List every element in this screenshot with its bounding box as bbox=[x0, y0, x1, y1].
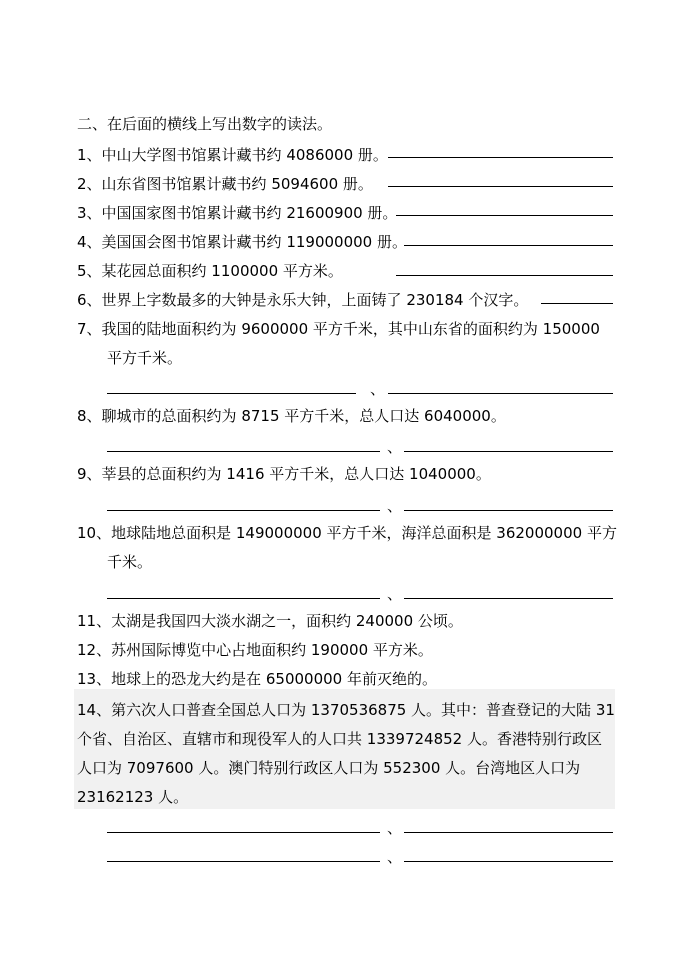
question-13: 13、地球上的恐龙大约是在 65000000 年前灭绝的。 bbox=[77, 670, 437, 688]
question-3: 3、中国国家图书馆累计藏书约 21600900 册。 bbox=[77, 204, 398, 222]
answer-line-7a[interactable] bbox=[107, 393, 356, 394]
answer-line-8a[interactable] bbox=[107, 451, 380, 452]
answer-line-4[interactable] bbox=[404, 245, 613, 246]
answer-line-9a[interactable] bbox=[107, 510, 380, 511]
answer-line-14b[interactable] bbox=[404, 832, 613, 833]
answer-line-1[interactable] bbox=[388, 157, 613, 158]
answer-line-14c[interactable] bbox=[107, 861, 380, 862]
answer-separator: 、 bbox=[387, 819, 403, 837]
section-title: 二、在后面的横线上写出数字的读法。 bbox=[77, 115, 333, 133]
question-1: 1、中山大学图书馆累计藏书约 4086000 册。 bbox=[77, 146, 388, 164]
question-11: 11、太湖是我国四大淡水湖之一，面积约 240000 公顷。 bbox=[77, 612, 463, 630]
answer-separator: 、 bbox=[370, 380, 386, 398]
question-10-line-1: 10、地球陆地总面积是 149000000 平方千米，海洋总面积是 362000000 平方 bbox=[77, 524, 617, 542]
question-4: 4、美国国会图书馆累计藏书约 119000000 册。 bbox=[77, 233, 407, 251]
answer-line-10a[interactable] bbox=[107, 598, 380, 599]
answer-line-5[interactable] bbox=[396, 275, 613, 276]
question-12: 12、苏州国际博览中心占地面积约 190000 平方米。 bbox=[77, 641, 433, 659]
question-5: 5、某花园总面积约 1100000 平方米。 bbox=[77, 262, 343, 280]
answer-separator: 、 bbox=[387, 438, 403, 456]
answer-line-14d[interactable] bbox=[404, 861, 613, 862]
answer-separator: 、 bbox=[387, 585, 403, 603]
answer-line-3[interactable] bbox=[396, 215, 613, 216]
answer-line-2[interactable] bbox=[388, 186, 613, 187]
question-6: 6、世界上字数最多的大钟是永乐大钟，上面铸了 230184 个汉字。 bbox=[77, 291, 529, 309]
answer-separator: 、 bbox=[387, 497, 403, 515]
answer-line-8b[interactable] bbox=[404, 451, 613, 452]
answer-line-9b[interactable] bbox=[404, 510, 613, 511]
question-14-line-1: 14、第六次人口普查全国总人口为 1370536875 人。其中：普查登记的大陆 31 bbox=[77, 701, 615, 719]
answer-separator: 、 bbox=[387, 848, 403, 866]
question-14-line-2: 个省、自治区、直辖市和现役军人的人口共 1339724852 人。香港特别行政区 bbox=[77, 730, 602, 748]
question-7-line-2: 平方千米。 bbox=[107, 349, 183, 367]
answer-line-7b[interactable] bbox=[388, 393, 613, 394]
question-8: 8、聊城市的总面积约为 8715 平方千米，总人口达 6040000。 bbox=[77, 407, 506, 425]
question-10-line-2: 千米。 bbox=[107, 553, 153, 571]
question-2: 2、山东省图书馆累计藏书约 5094600 册。 bbox=[77, 175, 373, 193]
question-7-line-1: 7、我国的陆地面积约为 9600000 平方千米，其中山东省的面积约为 150000 bbox=[77, 320, 600, 338]
answer-line-6[interactable] bbox=[541, 303, 613, 304]
answer-line-10b[interactable] bbox=[404, 598, 613, 599]
question-9: 9、莘县的总面积约为 1416 平方千米，总人口达 1040000。 bbox=[77, 465, 491, 483]
question-14-line-4: 23162123 人。 bbox=[77, 788, 189, 806]
question-14-line-3: 人口为 7097600 人。澳门特别行政区人口为 552300 人。台湾地区人口为 bbox=[77, 759, 581, 777]
answer-line-14a[interactable] bbox=[107, 832, 380, 833]
